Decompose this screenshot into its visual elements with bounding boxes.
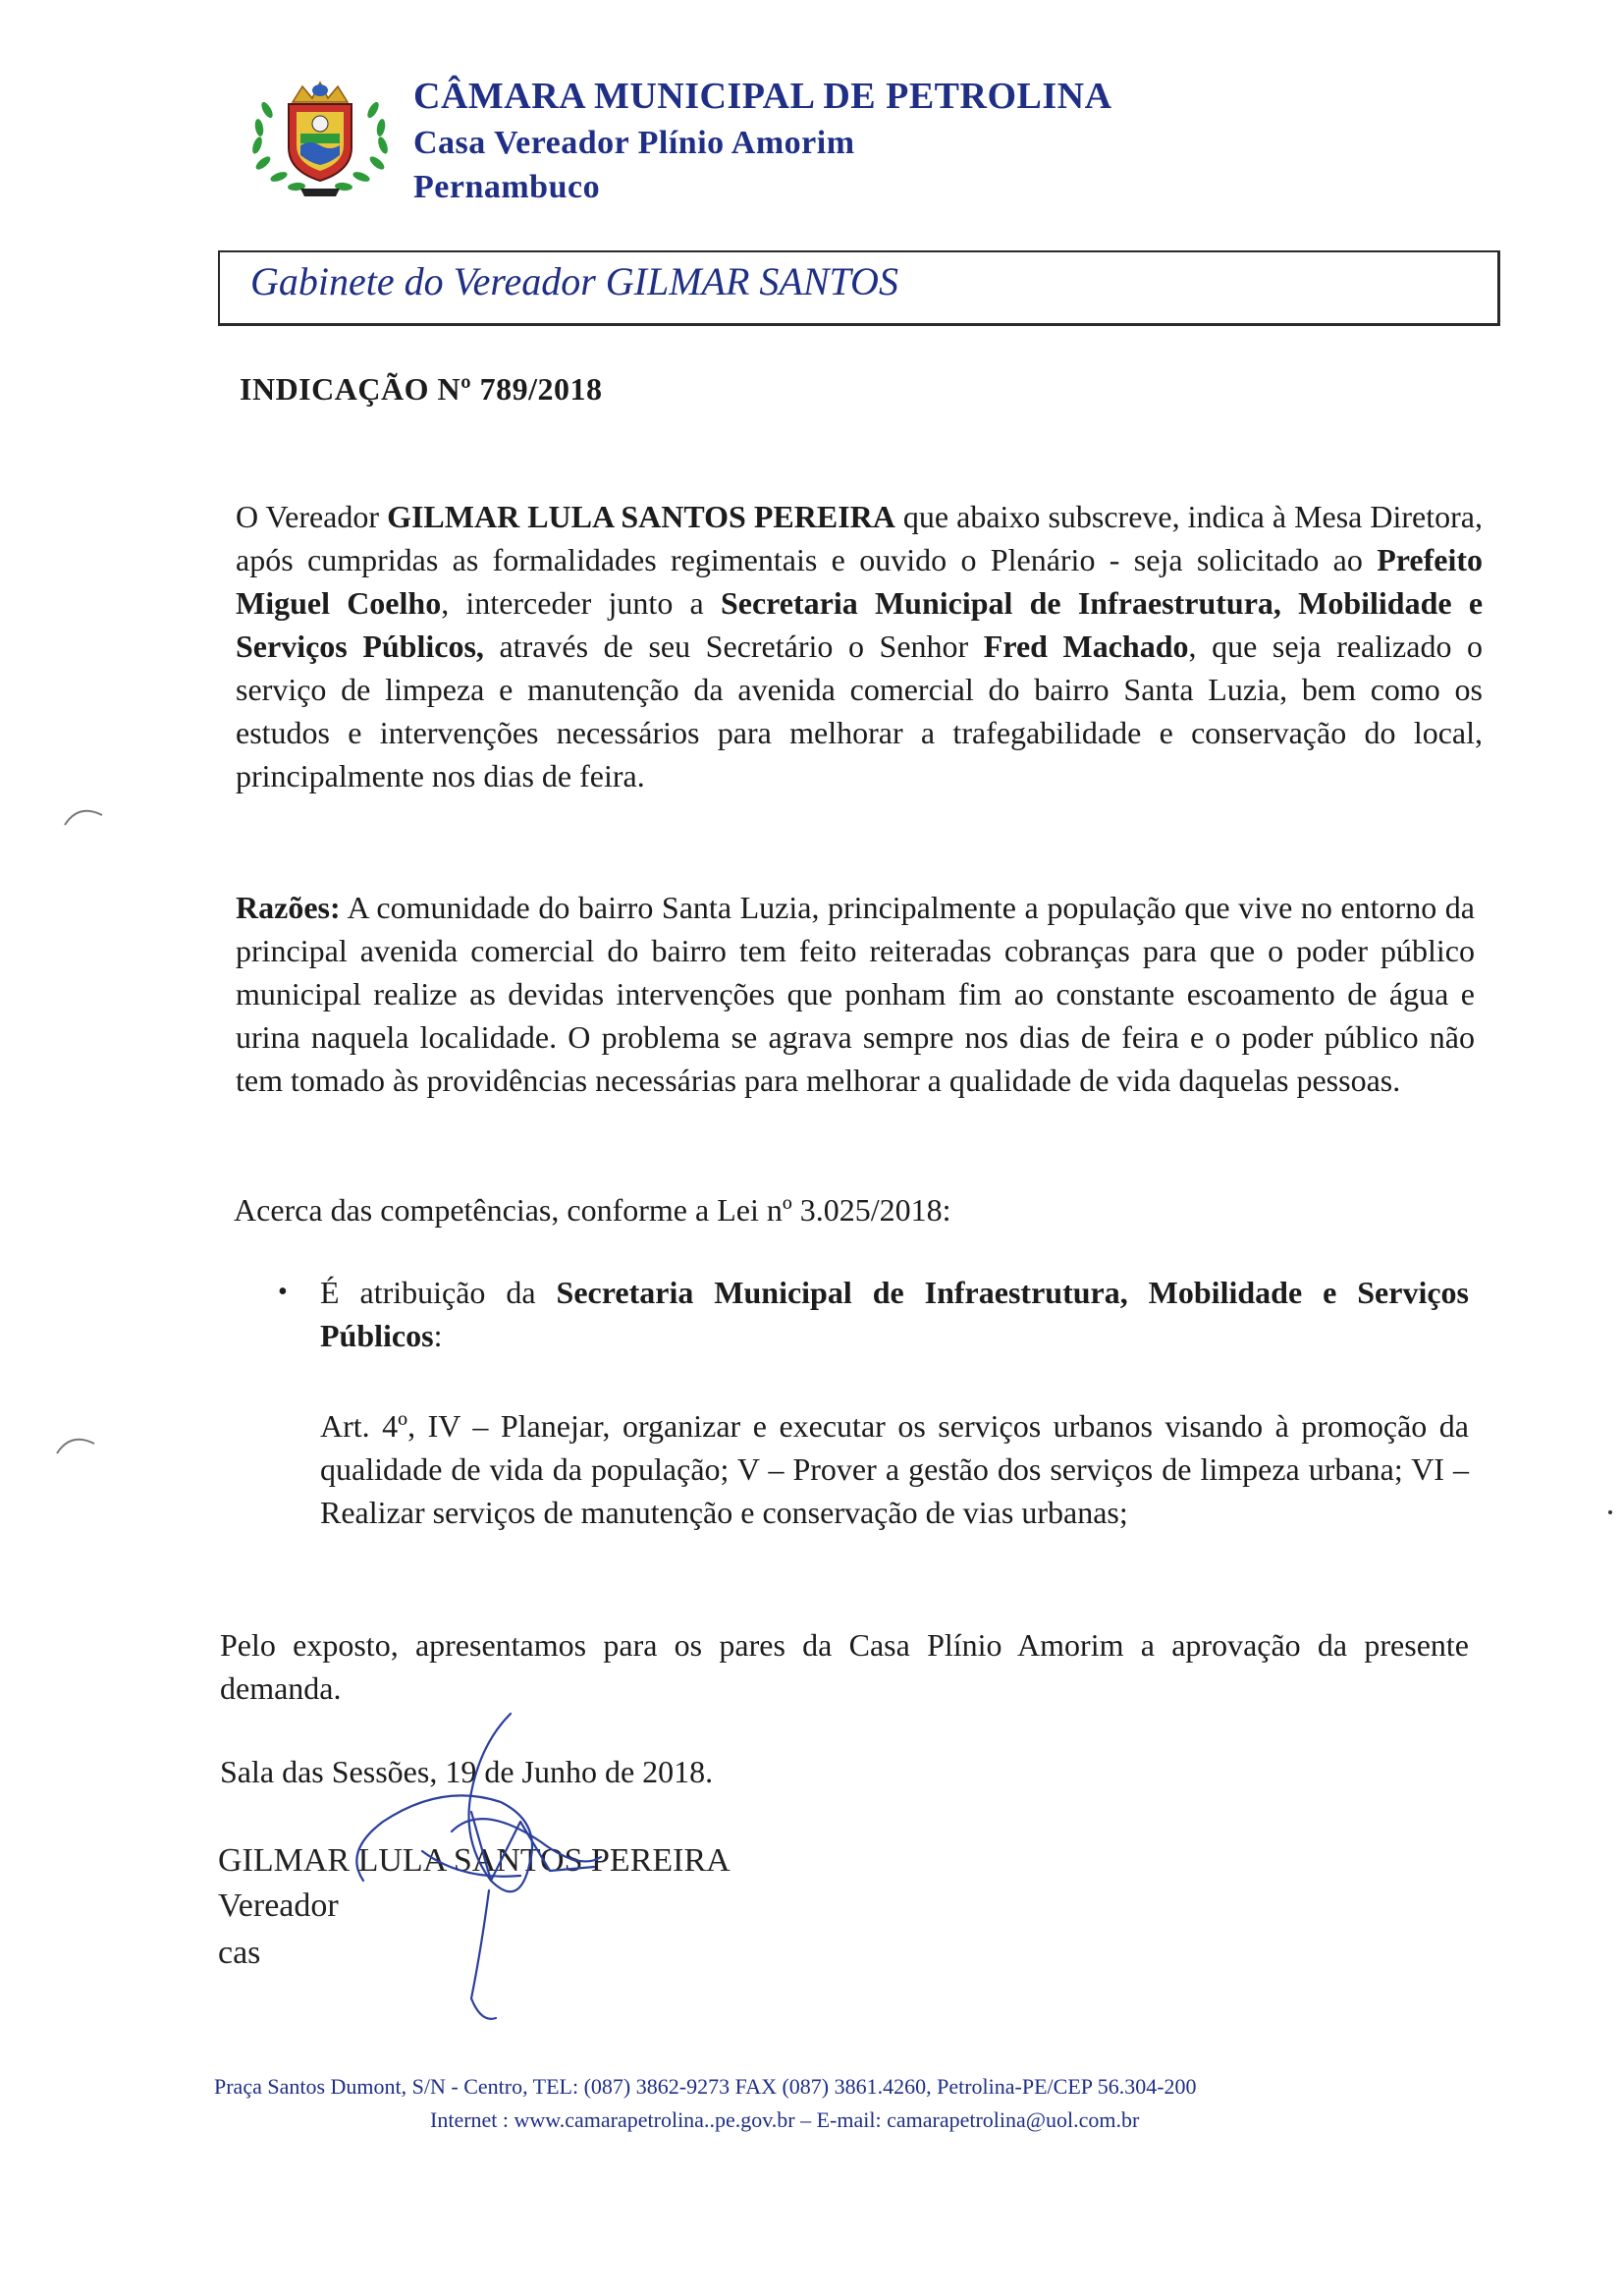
- attribution-item: É atribuição da Secretaria Municipal de Infraestrutura, Mobilidade e Serviços Públicos:: [320, 1275, 1470, 1353]
- chamber-name: CÂMARA MUNICIPAL DE PETROLINA: [413, 76, 1112, 117]
- signer-role: Vereador: [218, 1887, 339, 1924]
- bullet-point: •: [278, 1277, 288, 1307]
- session-date: Sala das Sessões, 19 de Junho de 2018.: [220, 1754, 714, 1789]
- scan-dot: [1608, 1510, 1612, 1514]
- municipal-crest-logo: [245, 73, 395, 200]
- document-title: INDICAÇÃO Nº 789/2018: [240, 371, 603, 407]
- scan-mark: [51, 1424, 100, 1463]
- signer-name: GILMAR LULA SANTOS PEREIRA: [218, 1842, 731, 1879]
- competences-line: Acerca das competências, conforme a Lei nº 3.025/2018:: [234, 1192, 951, 1228]
- state-name: Pernambuco: [413, 169, 601, 205]
- footer-address: Praça Santos Dumont, S/N - Centro, TEL: (087) 3862-9273 FAX (087) 3861.4260, Petrolina-PE/CEP 56.304-200: [214, 2074, 1197, 2099]
- office-title: Gabinete do Vereador GILMAR SANTOS: [250, 259, 898, 303]
- scan-mark: [59, 795, 108, 835]
- handwritten-signature: [324, 1684, 619, 2038]
- article-text: Art. 4º, IV – Planejar, organizar e executar os serviços urbanos visando à promoção da qualidade de vida da população; V – Prover a gestão dos serviços de limpeza urbana; VI – Realizar serviços de manutenção e conservação de vias urbanas;: [320, 1408, 1469, 1530]
- typist-initials: cas: [218, 1935, 261, 1971]
- indication-paragraph: O Vereador GILMAR LULA SANTOS PEREIRA que abaixo subscreve, indica à Mesa Diretora, após cumpridas as formalidades regimentais e ouvido o Plenário - seja solicitado ao Prefeito Miguel Coelho, interceder junto a Secretaria Municipal de Infraestrutura, Mobilidade e Serviços Públicos, através de seu Secretário o Senhor Fred Machado, que seja realizado o serviço de limpeza e manutenção da avenida comercial do bairro Santa Luzia, bem como os estudos e intervenções necessários para melhorar a trafegabilidade e conservação do local, principalmente nos dias de feira.: [236, 499, 1484, 793]
- house-name: Casa Vereador Plínio Amorim: [413, 125, 855, 161]
- footer-contacts: Internet : www.camarapetrolina..pe.gov.br – E-mail: camarapetrolina@uol.com.br: [430, 2107, 1140, 2132]
- conclusion-paragraph: Pelo exposto, apresentamos para os pares da Casa Plínio Amorim a aprovação da presente demanda.: [220, 1627, 1469, 1706]
- reasons-paragraph: Razões: A comunidade do bairro Santa Luzia, principalmente a população que vive no entorno da principal avenida comercial do bairro tem feito reiteradas cobranças para que o poder público municipal realize as devidas intervenções que ponham fim ao constante escoamento de água e urina naquela localidade. O problema se agrava sempre nos dias de feira e o poder público não tem tomado às providências necessárias para melhorar a qualidade de vida daquelas pessoas.: [236, 890, 1475, 1098]
